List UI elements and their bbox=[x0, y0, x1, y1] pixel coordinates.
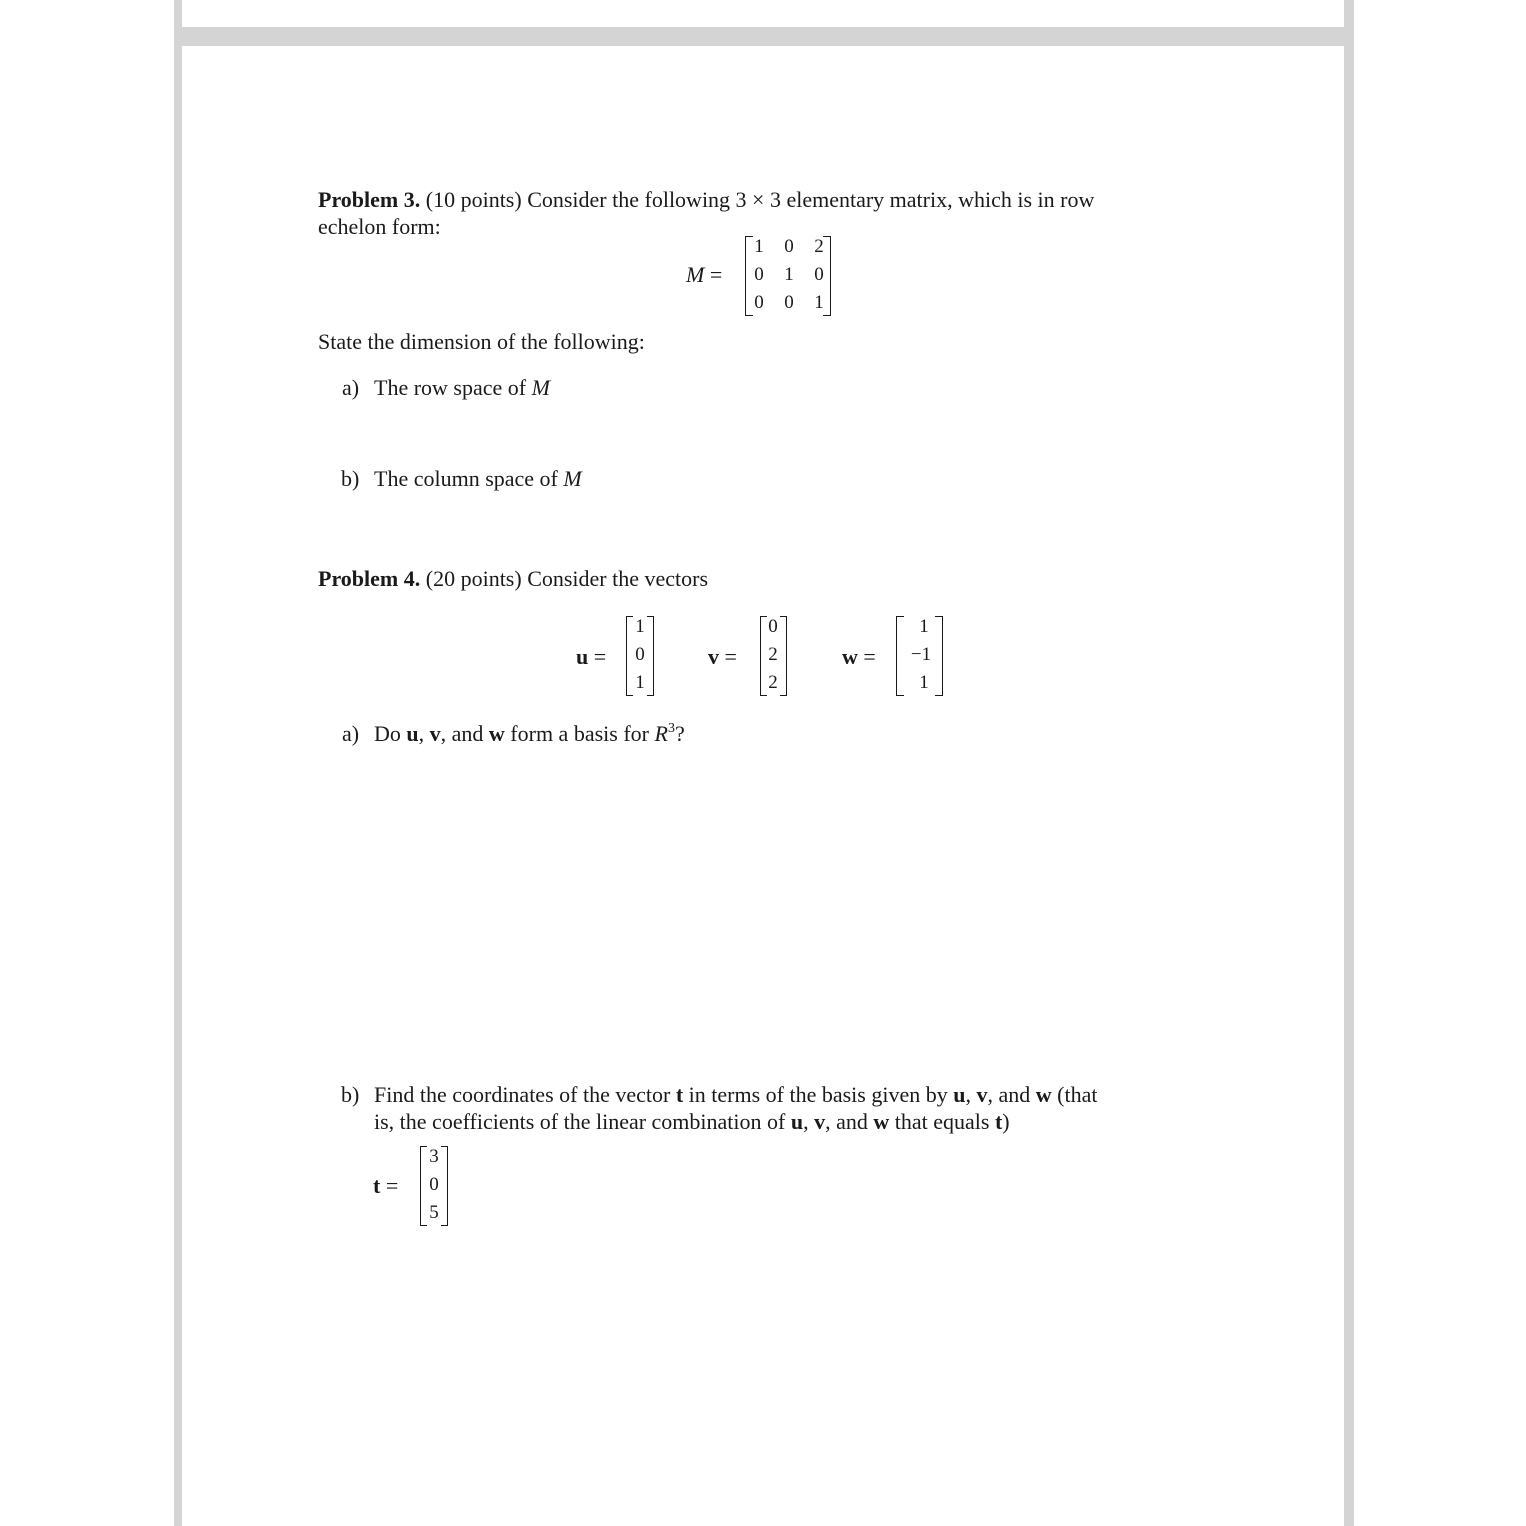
problem4-part-b-label: b) bbox=[341, 1082, 360, 1107]
problem4-part-a: Do u, v, and w form a basis for $R^3$? bbox=[374, 721, 685, 746]
problem4-intro: (20 points) Consider the vectors bbox=[425, 566, 709, 591]
matrix-m-label: M = bbox=[686, 262, 723, 287]
problem3-part-b: The column space of M bbox=[374, 466, 582, 491]
vector-t-cell: 3 bbox=[429, 1146, 439, 1167]
document-page bbox=[182, 46, 1344, 1526]
matrix-m-cell: 0 bbox=[784, 236, 794, 257]
problem3-line1 bbox=[318, 187, 1094, 213]
problem3-state: State the dimension of the following: bbox=[318, 329, 645, 354]
vector-w-label: w = bbox=[842, 644, 876, 669]
vector-t-label: t = bbox=[373, 1173, 399, 1198]
vector-w-left-bracket bbox=[896, 616, 904, 696]
vector-v-cell: 2 bbox=[768, 644, 778, 665]
matrix-m-cell: 2 bbox=[814, 236, 824, 257]
problem3-intro: (10 points) Consider the following 3 × 3 elementary matrix, which is in row bbox=[425, 187, 1095, 212]
problem3-part-a: The row space of M bbox=[374, 375, 550, 400]
problem4-part-b-line1: Find the coordinates of the vector t in terms of the basis given by u, v, and w (that bbox=[374, 1082, 1098, 1107]
problem3-part-b-label: b) bbox=[341, 466, 360, 491]
matrix-m-cell: 0 bbox=[754, 264, 764, 285]
vector-t-cell: 5 bbox=[429, 1202, 439, 1223]
vector-u-cell: 1 bbox=[635, 672, 645, 693]
vector-w-cell: −1 bbox=[910, 644, 932, 665]
matrix-m-cell: 1 bbox=[754, 236, 764, 257]
vector-v-cell: 2 bbox=[768, 672, 778, 693]
vector-v-label: v = bbox=[708, 644, 737, 669]
matrix-m-cell: 0 bbox=[784, 292, 794, 313]
problem4-heading: Problem 4. bbox=[318, 566, 421, 591]
matrix-m-cell: 0 bbox=[814, 264, 824, 285]
vector-u-cell: 0 bbox=[635, 644, 645, 665]
matrix-m-cell: 1 bbox=[814, 292, 824, 313]
matrix-m-cell: 1 bbox=[784, 264, 794, 285]
problem3-intro-cont: echelon form: bbox=[318, 214, 441, 239]
problem4-part-b-line2: is, the coefficients of the linear combination of u, v, and w that equals t) bbox=[374, 1109, 1010, 1134]
vector-t-cell: 0 bbox=[429, 1174, 439, 1195]
previous-page bbox=[182, 0, 1344, 27]
vector-u-cell: 1 bbox=[635, 616, 645, 637]
vector-u-label: u = bbox=[576, 644, 607, 669]
problem3-heading: Problem 3. bbox=[318, 187, 421, 212]
vector-w-cell: 1 bbox=[919, 616, 929, 637]
vector-w-cell: 1 bbox=[919, 672, 929, 693]
problem4-part-a-label: a) bbox=[342, 721, 360, 746]
problem4-line1 bbox=[318, 566, 708, 592]
vector-v-cell: 0 bbox=[768, 616, 778, 637]
problem3-part-a-label: a) bbox=[342, 375, 360, 400]
matrix-m-cell: 0 bbox=[754, 292, 764, 313]
